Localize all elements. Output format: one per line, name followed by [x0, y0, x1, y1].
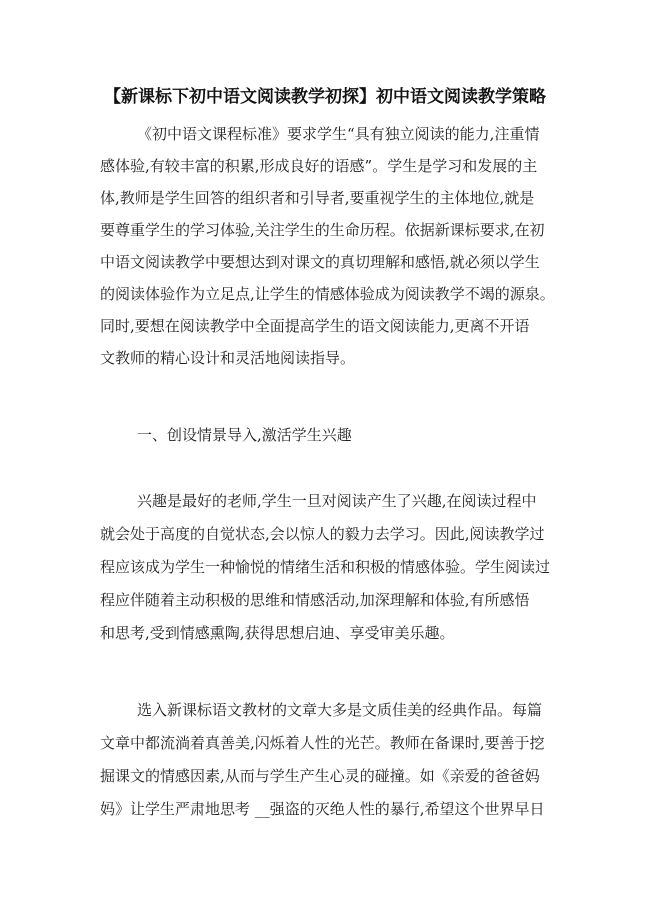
paragraph-1-line-5: 中语文阅读教学中要想达到对课文的真切理解和感悟,就必须以学生 [100, 253, 540, 271]
paragraph-1-line-8: 文教师的精心设计和灵活地阅读指导。 [100, 349, 356, 367]
paragraph-3-line-3: 掘课文的情感因素,从而与学生产生心灵的碰撞。如《亲爱的爸爸妈 [100, 767, 540, 785]
paragraph-2-line-3: 程应该成为学生一种愉悦的情绪生活和积极的情感体验。学生阅读过 [100, 558, 551, 576]
paragraph-3-line-4: 妈》让学生严肃地思考 __强盗的灭绝人性的暴行,希望这个世界早日 [100, 800, 545, 818]
paragraph-1-line-2: 感体验,有较丰富的积累,形成良好的语感”。学生是学习和发展的主 [100, 157, 538, 175]
paragraph-1-line-1: 《初中语文课程标准》要求学生“具有独立阅读的能力,注重情 [137, 125, 540, 143]
document-title: 【新课标下初中语文阅读教学初探】初中语文阅读教学策略 [104, 87, 546, 107]
paragraph-2-line-1: 兴趣是最好的老师,学生一旦对阅读产生了兴趣,在阅读过程中 [137, 492, 537, 510]
paragraph-1-line-4: 要尊重学生的学习体验,关注学生的生命历程。依据新课标要求,在初 [100, 221, 545, 239]
paragraph-3-line-1: 选入新课标语文教材的文章大多是文质佳美的经典作品。每篇 [137, 701, 543, 719]
paragraph-3-line-2: 文章中都流淌着真善美,闪烁着人性的光芒。教师在备课时,要善于挖 [100, 734, 545, 752]
paragraph-2-line-4: 程应伴随着主动积极的思维和情感活动,加深理解和体验,有所感悟 [100, 591, 530, 609]
paragraph-2-line-2: 就会处于高度的自觉状态,会以惊人的毅力去学习。因此,阅读教学过 [100, 525, 545, 543]
section-heading-1: 一、创设情景导入,激活学生兴趣 [137, 426, 352, 444]
paragraph-1-line-3: 体,教师是学生回答的组织者和引导者,要重视学生的主体地位,就是 [100, 189, 535, 207]
paragraph-1-line-7: 同时,要想在阅读教学中全面提高学生的语文阅读能力,更离不开语 [100, 317, 530, 335]
paragraph-2-line-5: 和思考,受到情感熏陶,获得思想启迪、享受审美乐趣。 [100, 624, 455, 642]
paragraph-1-line-6: 的阅读体验作为立足点,让学生的情感体验成为阅读教学不竭的源泉。 [100, 285, 555, 303]
